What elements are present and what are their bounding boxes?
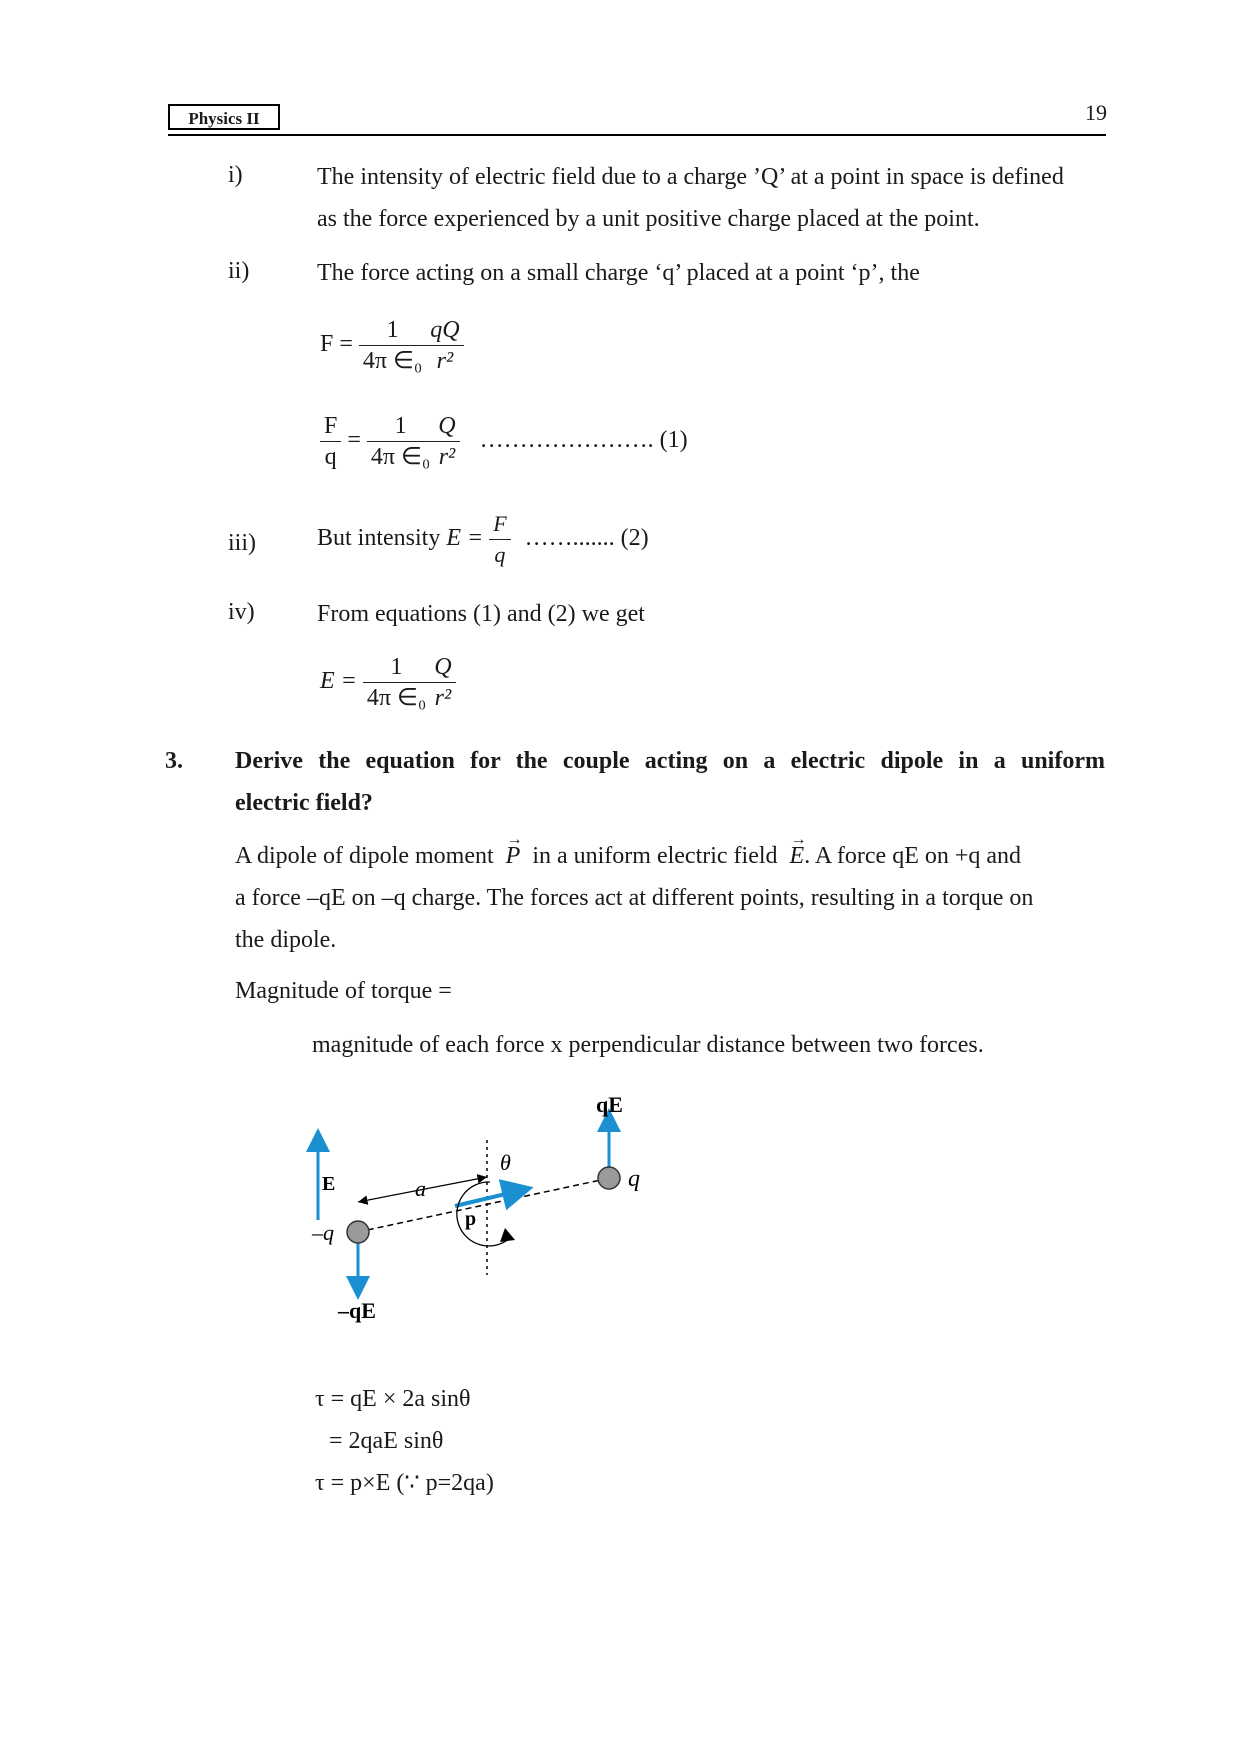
eq1-den-right: r² <box>436 348 454 374</box>
eq1-num-right: qQ <box>426 315 463 346</box>
eq1-lhs: F = <box>320 331 353 358</box>
torque-definition: magnitude of each force x perpendicular distance between two forces. <box>312 1032 984 1058</box>
label-theta: θ <box>500 1150 511 1175</box>
item-iii-prefix: But intensity <box>317 525 441 551</box>
item-ii-label: ii) <box>228 258 250 284</box>
answer-paragraph <box>235 835 1105 961</box>
eq1-frac-right <box>426 315 463 376</box>
item-iv-label: iv) <box>228 599 255 625</box>
torque-magnitude-label: Magnitude of torque = <box>235 978 452 1004</box>
torque-line2: = 2qaE sinθ <box>329 1428 444 1454</box>
equation-4 <box>320 652 456 713</box>
eq2-frac-right <box>434 411 459 472</box>
item-iii-text <box>317 508 649 570</box>
eq3-frac <box>489 509 510 570</box>
answer-line2: a force –qE on –q charge. The forces act at different points, resulting in a torque on <box>235 885 1034 911</box>
negative-charge <box>347 1221 369 1243</box>
eq3-tag: ……....... (2) <box>524 525 649 551</box>
item-i-line1: The intensity of electric field due to a charge ’Q’ at a point in space is defined <box>317 164 1064 190</box>
answer-line1 <box>235 835 1105 877</box>
eq2-lhs-den: q <box>324 444 337 470</box>
header-rule <box>168 134 1106 136</box>
rotation-arrowhead <box>500 1228 515 1242</box>
eq3-lhs: E = <box>446 525 484 551</box>
eq2-tag: …………………. (1) <box>479 427 688 454</box>
eq2-num-right: Q <box>434 411 459 442</box>
dipole-axis <box>358 1178 610 1232</box>
question-number: 3. <box>165 748 183 774</box>
item-ii-text: The force acting on a small charge ‘q’ placed at a point ‘p’, the <box>317 260 920 286</box>
eq1-frac-left <box>359 315 426 376</box>
eq4-den-left: 4π ∈₀ <box>366 685 427 711</box>
equation-1 <box>320 315 464 376</box>
item-i-line2: as the force experienced by a unit positive charge placed at the point. <box>317 206 980 232</box>
equation-2: $\frac{F}{q}$ = $\frac{1}{\text{4π ∈₀}}$ $\frac{Q}{\text{r²}}$ …………………. (1) <box>320 411 688 472</box>
eq4-lhs: E = <box>320 668 357 695</box>
label-neg-qE: –qE <box>338 1298 376 1323</box>
header-title: Physics II <box>168 104 280 130</box>
eq2-den-right: r² <box>438 444 456 470</box>
eq3-num: F <box>489 509 510 540</box>
eq2-lhs-frac <box>320 411 341 472</box>
eq4-frac-left <box>363 652 430 713</box>
label-neg-q: –q <box>312 1220 334 1245</box>
vector-p: → P <box>506 835 521 877</box>
vector-e: → E <box>790 835 805 877</box>
eq4-frac-right <box>430 652 455 713</box>
label-E: E <box>322 1173 336 1195</box>
item-i-text <box>317 156 1137 240</box>
item-iv-text: From equations (1) and (2) we get <box>317 601 645 627</box>
eq1-den-left: 4π ∈₀ <box>362 348 423 374</box>
question-text <box>235 740 1105 824</box>
torque-line1: τ = qE × 2a sinθ <box>315 1386 471 1412</box>
label-q-right: q <box>628 1166 640 1192</box>
answer-p1-c: . A force qE on +q and <box>804 843 1022 869</box>
question-line1: Derive the equation for the couple acting on a electric dipole in a uniform <box>235 748 1105 774</box>
eq4-num-right: Q <box>430 652 455 683</box>
eq1-num-left: 1 <box>359 315 426 346</box>
label-a: a <box>415 1176 426 1201</box>
eq2-lhs-num: F <box>320 411 341 442</box>
eq3-den: q <box>494 541 506 567</box>
label-qE-top: qE <box>596 1092 623 1117</box>
answer-p1-a: A dipole of dipole moment <box>235 843 494 869</box>
item-iii-label: iii) <box>228 530 256 556</box>
eq4-den-right: r² <box>434 685 452 711</box>
label-p: p <box>465 1208 477 1230</box>
positive-charge <box>598 1167 620 1189</box>
eq4-num-left: 1 <box>363 652 430 683</box>
dipole-diagram <box>300 1090 680 1330</box>
eq2-den-left: 4π ∈₀ <box>370 444 431 470</box>
answer-line3: the dipole. <box>235 927 337 953</box>
torque-equations <box>315 1378 494 1504</box>
item-i-label: i) <box>228 162 243 188</box>
eq2-frac-left <box>367 411 434 472</box>
torque-line3: τ = p×E (∵ p=2qa) <box>315 1470 494 1496</box>
eq2-num-left: 1 <box>367 411 434 442</box>
answer-p1-b: in a uniform electric field <box>532 843 778 869</box>
question-line2: electric field? <box>235 790 373 816</box>
page-number: 19 <box>1085 100 1107 125</box>
